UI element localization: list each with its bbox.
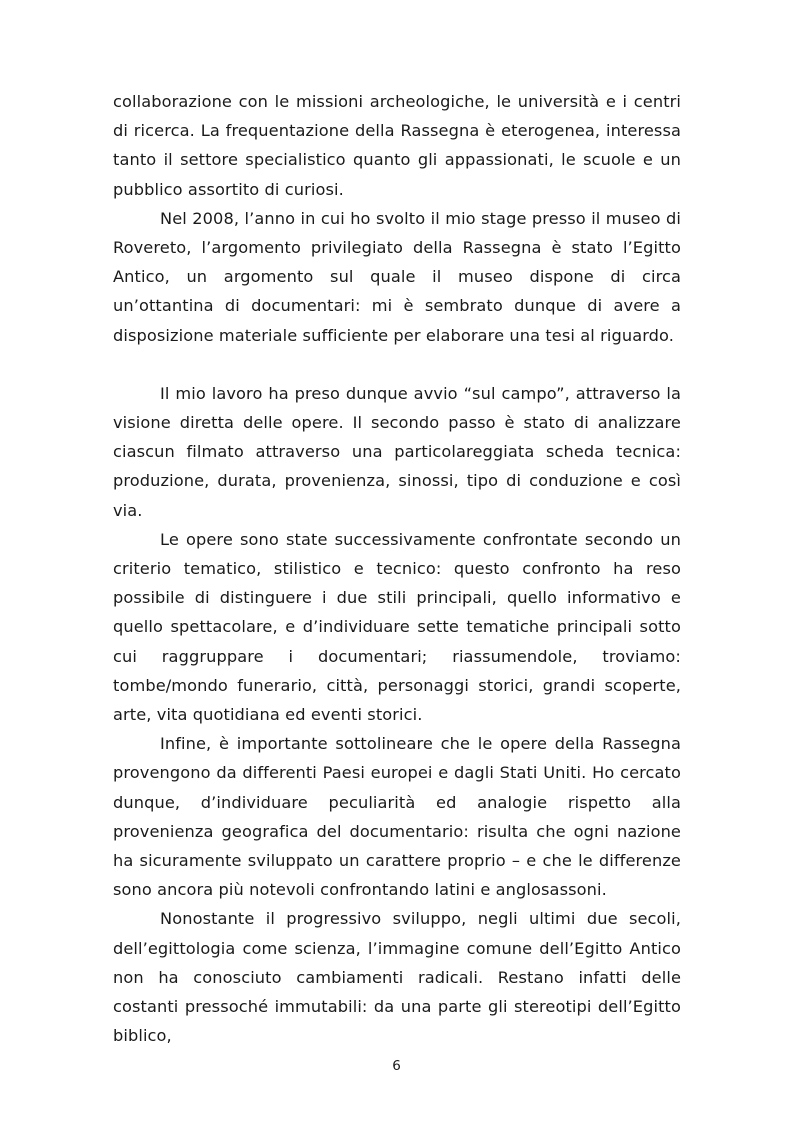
paragraph-spacer	[113, 350, 681, 379]
paragraph-4: Le opere sono state successivamente confrontate secondo un criterio tematico, stilistico e tecnico: questo confronto ha reso possibile di distinguere i due stili principali, quello informativo e quello spettacolare, e d’individuare sette tematiche principali sotto cui raggruppare i documentari; riassumendole, troviamo: tombe/mondo funerario, città, personaggi storici, grandi scoperte, arte, vita quotidiana ed eventi storici.	[113, 529, 681, 725]
paragraph-5: Infine, è importante sottolineare che le opere della Rassegna provengono da differenti Paesi europei e dagli Stati Uniti. Ho cercato dunque, d’individuare peculiarità ed analogie rispetto alla provenienza geografica del documentario: risulta che ogni nazione ha sicuramente sviluppato un carattere proprio – e che le differenze sono ancora più notevoli confrontando latini e anglosassoni.	[113, 734, 681, 900]
paragraph-1: collaborazione con le missioni archeologiche, le università e i centri di ricerca. La frequentazione della Rassegna è eterogenea, interessa tanto il settore specialistico quanto gli appassionati, le scuole e un pubblico assortito di curiosi.	[113, 92, 681, 199]
page-number: 6	[392, 1058, 401, 1074]
body-text	[113, 87, 681, 1051]
paragraph-2: Nel 2008, l’anno in cui ho svolto il mio stage presso il museo di Rovereto, l’argomento privilegiato della Rassegna è stato l’Egitto Antico, un argomento sul quale il museo dispone di circa un’ottantina di documentari: mi è sembrato dunque di avere a disposizione materiale sufficiente per elaborare una tesi al riguardo.	[113, 208, 681, 345]
paragraph-3: Il mio lavoro ha preso dunque avvio “sul campo”, attraverso la visione diretta delle opere. Il secondo passo è stato di analizzare ciascun filmato attraverso una particolareggiata scheda tecnica: produzione, durata, provenienza, sinossi, tipo di conduzione e così via.	[113, 383, 681, 520]
paragraph-6: Nonostante il progressivo sviluppo, negli ultimi due secoli, dell’egittologia come scienza, l’immagine comune dell’Egitto Antico non ha conosciuto cambiamenti radicali. Restano infatti delle costanti pressoché immutabili: da una parte gli stereotipi dell’Egitto biblico,	[113, 909, 681, 1046]
